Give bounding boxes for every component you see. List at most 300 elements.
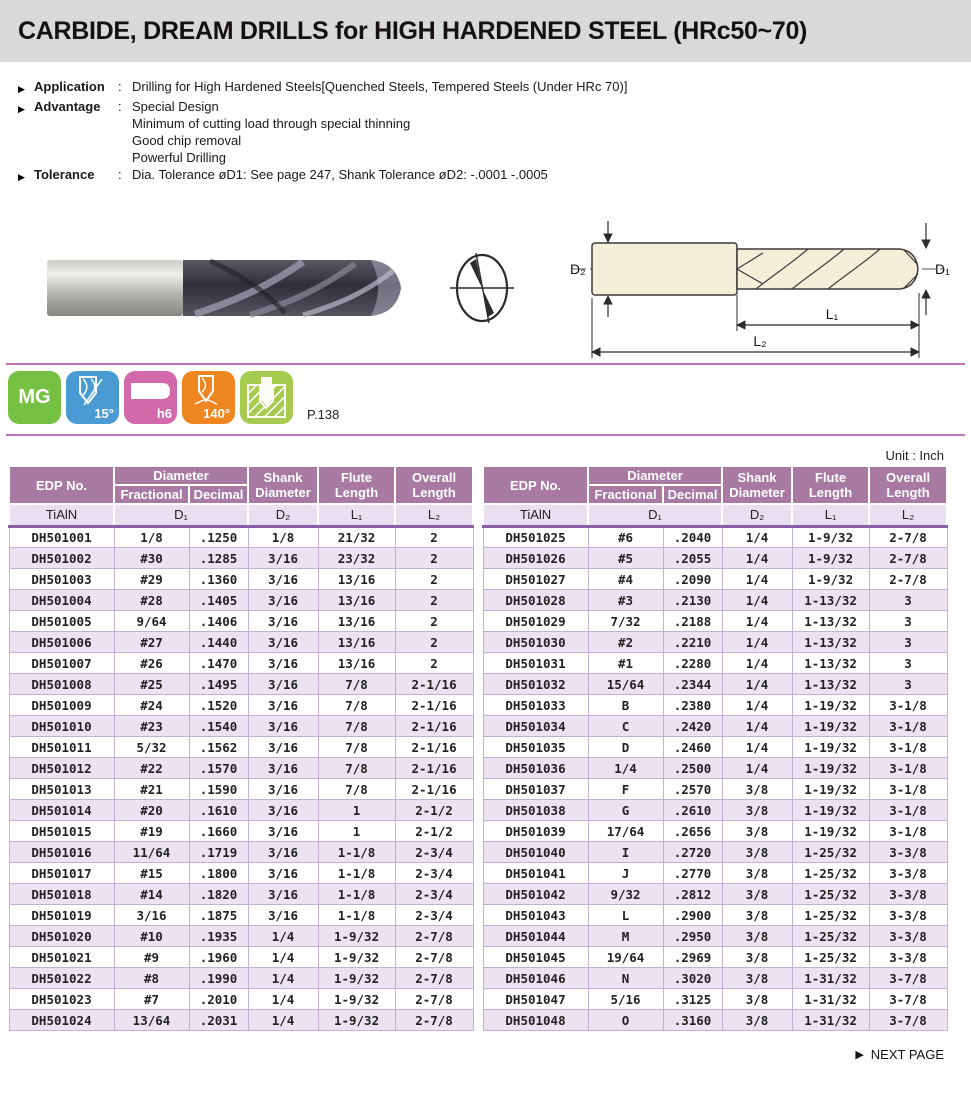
advantage-line: Powerful Drilling [132, 150, 226, 165]
table-cell: 9/32 [588, 884, 663, 905]
advantage-line: Minimum of cutting load through special thinning [132, 116, 411, 131]
table-cell: 3/16 [248, 632, 318, 653]
table-cell: 3/8 [722, 926, 792, 947]
table-cell: .1540 [189, 716, 248, 737]
table-row [483, 632, 947, 653]
table-row [9, 632, 473, 653]
table-row [483, 695, 947, 716]
bullet-icon: ▶ [18, 84, 25, 94]
table-cell: 1 [318, 821, 395, 842]
table-row [9, 569, 473, 590]
table-cell: 2-3/4 [395, 863, 473, 884]
table-cell: .2570 [663, 779, 722, 800]
table-cell: .2460 [663, 737, 722, 758]
table-cell: 1-13/32 [792, 653, 869, 674]
table-cell: .3020 [663, 968, 722, 989]
table-cell: 3/8 [722, 989, 792, 1010]
table-cell: 3/8 [722, 842, 792, 863]
application-row [18, 78, 971, 98]
table-cell: .2950 [663, 926, 722, 947]
col-header-fractional: Fractional [588, 485, 663, 504]
drilling-hole-icon [240, 371, 293, 424]
table-cell: .2500 [663, 758, 722, 779]
subheader-l2: L₂ [395, 504, 473, 527]
table-cell: 2-3/4 [395, 884, 473, 905]
table-cell: 7/8 [318, 779, 395, 800]
table-cell: 23/32 [318, 548, 395, 569]
table-cell: 3/16 [248, 590, 318, 611]
table-cell: #5 [588, 548, 663, 569]
table-cell: 1/4 [722, 758, 792, 779]
table-cell: 3 [869, 590, 947, 611]
table-cell: .2900 [663, 905, 722, 926]
table-cell: #8 [114, 968, 189, 989]
table-cell: 3/16 [248, 548, 318, 569]
table-row [483, 989, 947, 1010]
table-cell: 3-3/8 [869, 884, 947, 905]
col-header-shank: Shank Diameter [722, 466, 792, 504]
table-cell: 3-1/8 [869, 821, 947, 842]
table-cell: 7/8 [318, 674, 395, 695]
advantage-line: Good chip removal [132, 133, 242, 148]
colon: : [118, 79, 122, 94]
table-cell: DH501007 [9, 653, 114, 674]
table-cell: 1/4 [722, 653, 792, 674]
tolerance-label: Tolerance [34, 167, 95, 182]
table-cell: 1-13/32 [792, 632, 869, 653]
table-cell: DH501001 [9, 527, 114, 548]
table-cell: 3-7/8 [869, 968, 947, 989]
table-row [9, 695, 473, 716]
colon: : [118, 99, 122, 114]
table-cell: 2-7/8 [395, 926, 473, 947]
table-cell: 3/16 [248, 695, 318, 716]
table-cell: .2031 [189, 1010, 248, 1031]
page-title: CARBIDE, DREAM DRILLS for HIGH HARDENED STEEL (HRc50~70) [18, 16, 808, 45]
table-cell: #7 [114, 989, 189, 1010]
table-cell: C [588, 716, 663, 737]
table-cell: 3/8 [722, 821, 792, 842]
table-cell: 3/16 [248, 884, 318, 905]
table-row [9, 863, 473, 884]
page-reference: P.138 [307, 407, 340, 422]
table-cell: 1/4 [722, 737, 792, 758]
table-cell: DH501041 [483, 863, 588, 884]
table-cell: 3/16 [248, 863, 318, 884]
table-cell: #2 [588, 632, 663, 653]
advantage-row [18, 98, 971, 166]
table-cell: 2-1/2 [395, 800, 473, 821]
table-cell: DH501027 [483, 569, 588, 590]
table-cell: .2380 [663, 695, 722, 716]
table-cell: DH501035 [483, 737, 588, 758]
table-cell: 17/64 [588, 821, 663, 842]
table-cell: 1-31/32 [792, 989, 869, 1010]
table-row [483, 800, 947, 821]
table-cell: .3160 [663, 1010, 722, 1031]
table-cell: #25 [114, 674, 189, 695]
table-cell: 3/16 [248, 653, 318, 674]
table-cell: .2969 [663, 947, 722, 968]
table-cell: 3/16 [248, 737, 318, 758]
table-cell: 1/4 [248, 926, 318, 947]
table-cell: 2-7/8 [395, 989, 473, 1010]
table-cell: 1/4 [722, 527, 792, 548]
table-cell: DH501030 [483, 632, 588, 653]
table-cell: 3-3/8 [869, 905, 947, 926]
table-cell: 7/32 [588, 611, 663, 632]
table-cell: 1/4 [248, 968, 318, 989]
table-cell: 3 [869, 611, 947, 632]
table-cell: DH501016 [9, 842, 114, 863]
table-cell: 1/4 [248, 1010, 318, 1031]
table-cell: DH501005 [9, 611, 114, 632]
table-cell: #29 [114, 569, 189, 590]
next-page-arrow-icon: ▶ [855, 1049, 864, 1061]
col-header-fractional: Fractional [114, 485, 189, 504]
bullet-icon: ▶ [18, 172, 25, 182]
table-cell: 2-1/16 [395, 695, 473, 716]
table-cell: 3/8 [722, 884, 792, 905]
table-cell: 3/8 [722, 968, 792, 989]
subheader-l2: L₂ [869, 504, 947, 527]
table-cell: 5/16 [588, 989, 663, 1010]
table-cell: DH501002 [9, 548, 114, 569]
table-cell: G [588, 800, 663, 821]
table-row [483, 821, 947, 842]
table-row [483, 611, 947, 632]
table-cell: 2-1/16 [395, 779, 473, 800]
table-cell: DH501021 [9, 947, 114, 968]
table-cell: .2770 [663, 863, 722, 884]
table-cell: .3125 [663, 989, 722, 1010]
table-cell: DH501013 [9, 779, 114, 800]
advantage-line: Special Design [132, 99, 219, 114]
table-cell: DH501006 [9, 632, 114, 653]
table-body-left [9, 527, 473, 1031]
table-cell: .1820 [189, 884, 248, 905]
table-cell: 1-25/32 [792, 926, 869, 947]
table-cell: .1590 [189, 779, 248, 800]
table-cell: #10 [114, 926, 189, 947]
table-cell: 1-19/32 [792, 758, 869, 779]
table-cell: 1-9/32 [792, 569, 869, 590]
tolerance-row [18, 166, 971, 186]
table-cell: 2 [395, 632, 473, 653]
table-cell: DH501022 [9, 968, 114, 989]
table-cell: 2-1/2 [395, 821, 473, 842]
table-cell: 1/4 [248, 947, 318, 968]
table-cell: 3-3/8 [869, 947, 947, 968]
spec-tables [8, 465, 971, 1031]
table-cell: 1-19/32 [792, 821, 869, 842]
table-cell: 13/64 [114, 1010, 189, 1031]
table-cell: #6 [588, 527, 663, 548]
table-cell: .1610 [189, 800, 248, 821]
col-header-diameter: Diameter [114, 466, 248, 485]
table-cell: .1990 [189, 968, 248, 989]
table-cell: 1-25/32 [792, 905, 869, 926]
table-cell: 1-1/8 [318, 842, 395, 863]
table-cell: .1660 [189, 821, 248, 842]
table-cell: 3/16 [248, 779, 318, 800]
table-cell: 3-3/8 [869, 863, 947, 884]
badge-15-label: 15° [94, 406, 114, 421]
table-cell: 3/16 [114, 905, 189, 926]
badge-material-grade [8, 371, 61, 424]
table-row [9, 527, 473, 548]
table-cell: #27 [114, 632, 189, 653]
table-cell: 3/16 [248, 611, 318, 632]
table-cell: 13/16 [318, 632, 395, 653]
table-cell: O [588, 1010, 663, 1031]
table-row [9, 947, 473, 968]
badge-mg-label: MG [18, 386, 51, 408]
drill-photo [45, 247, 410, 334]
table-row [483, 1010, 947, 1031]
table-row [483, 548, 947, 569]
table-cell: .1405 [189, 590, 248, 611]
table-row [483, 527, 947, 548]
table-cell: 1 [318, 800, 395, 821]
table-row [9, 653, 473, 674]
table-cell: 1-31/32 [792, 968, 869, 989]
next-page-link[interactable]: NEXT PAGE [870, 1047, 944, 1062]
table-cell: DH501011 [9, 737, 114, 758]
table-cell: 1/4 [722, 611, 792, 632]
table-cell: 1-1/8 [318, 905, 395, 926]
table-cell: 13/16 [318, 590, 395, 611]
table-cell: .1495 [189, 674, 248, 695]
table-cell: M [588, 926, 663, 947]
table-cell: 1/4 [588, 758, 663, 779]
subheader-coating: TiAlN [483, 504, 588, 527]
table-cell: .2280 [663, 653, 722, 674]
table-cell: .1285 [189, 548, 248, 569]
table-cell: 3 [869, 674, 947, 695]
table-cell: .1250 [189, 527, 248, 548]
table-cell: DH501029 [483, 611, 588, 632]
table-cell: J [588, 863, 663, 884]
table-cell: 19/64 [588, 947, 663, 968]
table-cell: 7/8 [318, 737, 395, 758]
table-row [9, 737, 473, 758]
table-row [483, 758, 947, 779]
spec-table-left [8, 465, 474, 1031]
table-cell: #14 [114, 884, 189, 905]
table-row [483, 842, 947, 863]
table-cell: 3-1/8 [869, 800, 947, 821]
table-cell: 1/4 [722, 590, 792, 611]
table-cell: 21/32 [318, 527, 395, 548]
table-cell: 3/16 [248, 821, 318, 842]
table-cell: 1-1/8 [318, 884, 395, 905]
table-cell: 1/8 [248, 527, 318, 548]
table-cell: 1/4 [722, 674, 792, 695]
table-cell: .2188 [663, 611, 722, 632]
diagram-d1-label: D₁ [935, 261, 950, 277]
table-cell: .2344 [663, 674, 722, 695]
table-cell: 13/16 [318, 611, 395, 632]
table-cell: DH501039 [483, 821, 588, 842]
table-cell: .2720 [663, 842, 722, 863]
badge-h6-label: h6 [156, 406, 172, 421]
table-cell: DH501020 [9, 926, 114, 947]
col-header-flute: Flute Length [318, 466, 395, 504]
table-cell: DH501043 [483, 905, 588, 926]
table-cell: 2-7/8 [395, 1010, 473, 1031]
table-cell: 11/64 [114, 842, 189, 863]
table-cell: 2-1/16 [395, 737, 473, 758]
table-cell: #30 [114, 548, 189, 569]
colon: : [118, 167, 122, 182]
table-cell: DH501010 [9, 716, 114, 737]
table-cell: 3 [869, 632, 947, 653]
bullet-icon: ▶ [18, 104, 25, 114]
table-cell: #21 [114, 779, 189, 800]
subheader-l1: L₁ [792, 504, 869, 527]
table-cell: #24 [114, 695, 189, 716]
table-cell: 15/64 [588, 674, 663, 695]
table-cell: 1-9/32 [318, 968, 395, 989]
subheader-l1: L₁ [318, 504, 395, 527]
table-cell: #3 [588, 590, 663, 611]
table-row [483, 653, 947, 674]
table-cell: 2-7/8 [395, 947, 473, 968]
table-cell: 2-7/8 [869, 569, 947, 590]
table-cell: #19 [114, 821, 189, 842]
table-cell: DH501004 [9, 590, 114, 611]
table-cell: DH501031 [483, 653, 588, 674]
diagram-d2-label: D₂ [570, 261, 586, 277]
table-cell: 13/16 [318, 569, 395, 590]
table-cell: B [588, 695, 663, 716]
table-cell: DH501038 [483, 800, 588, 821]
table-cell: 3/16 [248, 716, 318, 737]
table-cell: 1-19/32 [792, 716, 869, 737]
table-cell: 1-1/8 [318, 863, 395, 884]
table-row [483, 905, 947, 926]
table-cell: 2-7/8 [869, 527, 947, 548]
table-cell: DH501015 [9, 821, 114, 842]
table-cell: .2656 [663, 821, 722, 842]
table-cell: 1-9/32 [792, 548, 869, 569]
divider-line [6, 434, 965, 436]
table-row [483, 884, 947, 905]
table-cell: DH501012 [9, 758, 114, 779]
table-cell: 7/8 [318, 758, 395, 779]
table-cell: 1/4 [722, 548, 792, 569]
table-cell: 3/16 [248, 842, 318, 863]
title-bar [0, 0, 971, 62]
table-cell: 3/16 [248, 569, 318, 590]
table-cell: DH501008 [9, 674, 114, 695]
table-cell: .1406 [189, 611, 248, 632]
table-cell: DH501025 [483, 527, 588, 548]
table-cell: .2130 [663, 590, 722, 611]
diagram-l1-label: L₁ [825, 306, 839, 322]
table-row [9, 1010, 473, 1031]
table-cell: .1570 [189, 758, 248, 779]
table-cell: DH501047 [483, 989, 588, 1010]
table-row [9, 590, 473, 611]
badge-140-label: 140° [203, 406, 230, 421]
unit-label: Unit : Inch [885, 448, 944, 463]
col-header-decimal: Decimal [663, 485, 722, 504]
table-cell: .1440 [189, 632, 248, 653]
table-cell: 1-9/32 [318, 1010, 395, 1031]
feature-badges [8, 371, 971, 424]
table-row [9, 611, 473, 632]
table-cell: .2420 [663, 716, 722, 737]
table-row [483, 947, 947, 968]
table-cell: DH501018 [9, 884, 114, 905]
table-cell: DH501019 [9, 905, 114, 926]
table-cell: 3-1/8 [869, 716, 947, 737]
table-row [9, 779, 473, 800]
table-cell: DH501032 [483, 674, 588, 695]
table-cell: 3-3/8 [869, 926, 947, 947]
product-info [18, 78, 971, 186]
table-cell: DH501003 [9, 569, 114, 590]
table-cell: 3/16 [248, 800, 318, 821]
table-cell: DH501017 [9, 863, 114, 884]
table-cell: I [588, 842, 663, 863]
table-cell: 2-1/16 [395, 716, 473, 737]
tolerance-value: Dia. Tolerance øD1: See page 247, Shank Tolerance øD2: -.0001 -.0005 [132, 167, 548, 182]
table-cell: #23 [114, 716, 189, 737]
table-cell: DH501040 [483, 842, 588, 863]
table-cell: .2090 [663, 569, 722, 590]
table-row [483, 968, 947, 989]
table-cell: 1-19/32 [792, 737, 869, 758]
table-row [9, 674, 473, 695]
table-row [9, 968, 473, 989]
table-cell: DH501014 [9, 800, 114, 821]
table-cell: 7/8 [318, 716, 395, 737]
col-header-shank: Shank Diameter [248, 466, 318, 504]
table-cell: 1/4 [722, 716, 792, 737]
table-cell: 3/16 [248, 758, 318, 779]
table-row [9, 884, 473, 905]
table-row [483, 926, 947, 947]
application-label: Application [34, 79, 105, 94]
table-row [483, 863, 947, 884]
table-cell: .1719 [189, 842, 248, 863]
table-cell: DH501009 [9, 695, 114, 716]
subheader-d1: D₁ [114, 504, 248, 527]
table-cell: 3-3/8 [869, 842, 947, 863]
table-cell: 1/8 [114, 527, 189, 548]
table-cell: 2 [395, 653, 473, 674]
table-cell: DH501044 [483, 926, 588, 947]
table-cell: DH501045 [483, 947, 588, 968]
table-cell: 3/8 [722, 779, 792, 800]
table-cell: DH501024 [9, 1010, 114, 1031]
table-cell: 2-3/4 [395, 842, 473, 863]
table-cell: 1-25/32 [792, 884, 869, 905]
table-cell: 13/16 [318, 653, 395, 674]
table-cell: .1800 [189, 863, 248, 884]
table-cell: 3-7/8 [869, 1010, 947, 1031]
table-cell: F [588, 779, 663, 800]
table-row [9, 821, 473, 842]
table-cell: DH501042 [483, 884, 588, 905]
table-cell: #9 [114, 947, 189, 968]
table-cell: .2210 [663, 632, 722, 653]
drill-end-view [448, 247, 516, 334]
col-header-decimal: Decimal [189, 485, 248, 504]
